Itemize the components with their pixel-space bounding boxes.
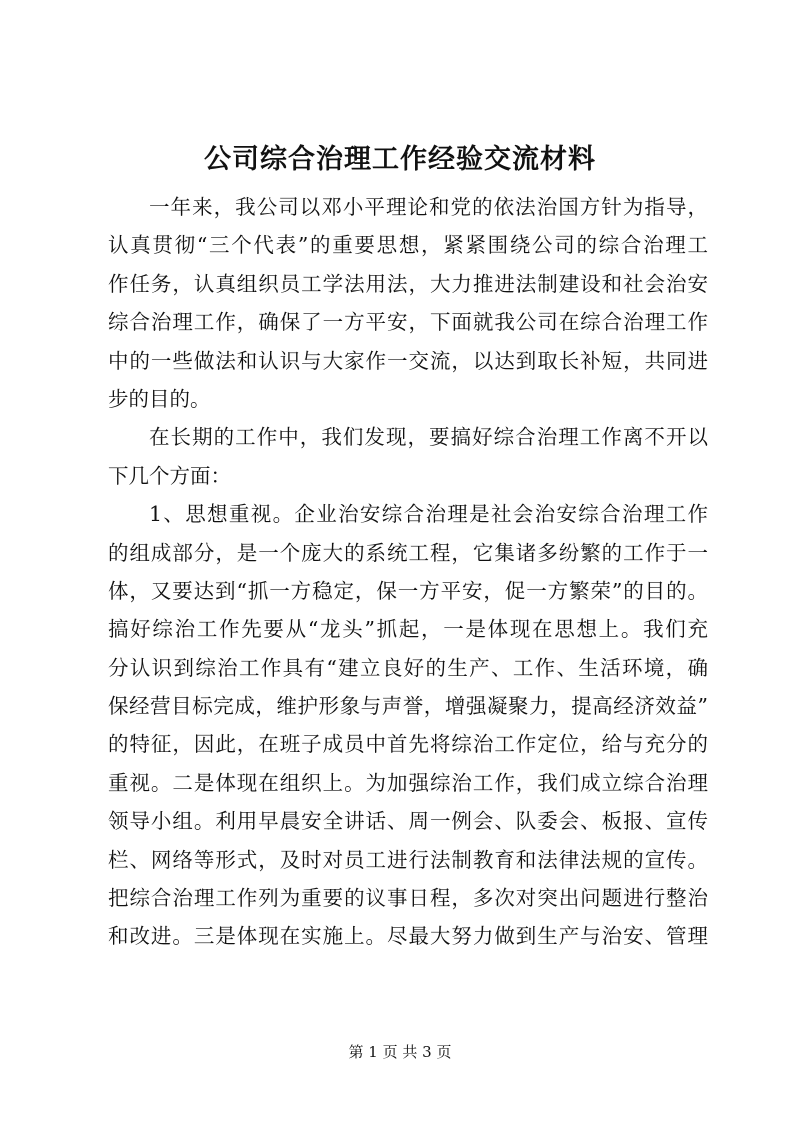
body-line: 保经营目标完成，维护形象与声誉，增强凝聚力，提高经济效益” (108, 694, 708, 719)
body-line: 的特征，因此，在班子成员中首先将综治工作定位，给与充分的 (108, 732, 708, 757)
body-line: 把综合治理工作列为重要的议事日程，多次对突出问题进行整治 (108, 886, 708, 911)
body-line: 体，又要达到“抓一方稳定，保一方平安，促一方繁荣”的目的。 (108, 578, 708, 603)
body-line: 和改进。三是体现在实施上。尽最大努力做到生产与治安、管理 (108, 924, 708, 949)
document-title: 公司综合治理工作经验交流材料 (204, 144, 596, 175)
body-line: 栏、网络等形式，及时对员工进行法制教育和法律法规的宣传。 (108, 847, 708, 872)
body-line: 1、思想重视。企业治安综合治理是社会治安综合治理工作 (149, 502, 708, 527)
body-line: 一年来，我公司以邓小平理论和党的依法治国方针为指导， (149, 195, 708, 219)
document-body (108, 188, 708, 956)
body-line: 搞好综治工作先要从“龙头”抓起，一是体现在思想上。我们充 (108, 617, 708, 642)
body-line: 的组成部分，是一个庞大的系统工程，它集诸多纷繁的工作于一 (108, 540, 708, 565)
body-line: 步的目的。 (108, 386, 211, 411)
body-line: 中的一些做法和认识与大家作一交流，以达到取长补短，共同进 (108, 348, 708, 373)
body-line: 作任务，认真组织员工学法用法，大力推进法制建设和社会治安 (108, 271, 708, 296)
page-number: 第 1 页 共 3 页 (348, 1043, 452, 1061)
body-line: 领导小组。利用早晨安全讲话、周一例会、队委会、板报、宣传 (108, 809, 708, 834)
body-line: 综合治理工作，确保了一方平安，下面就我公司在综合治理工作 (108, 310, 708, 335)
body-line: 认真贯彻“三个代表”的重要思想，紧紧围绕公司的综合治理工 (108, 233, 708, 258)
body-line: 分认识到综治工作具有“建立良好的生产、工作、生活环境，确 (108, 655, 708, 680)
body-line: 在长期的工作中，我们发现，要搞好综合治理工作离不开以 (149, 425, 708, 450)
body-line: 下几个方面： (108, 463, 231, 488)
body-line: 重视。二是体现在组织上。为加强综治工作，我们成立综合治理 (108, 770, 708, 795)
